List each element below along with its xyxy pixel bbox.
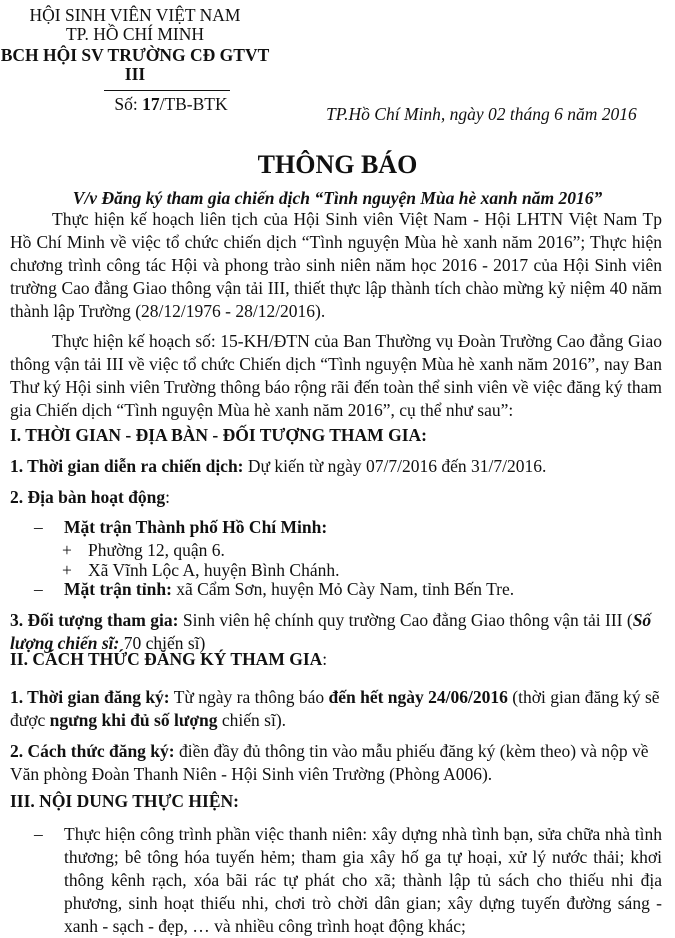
front1-item-2: Xã Vĩnh Lộc A, huyện Bình Chánh. [88, 560, 340, 580]
registration-time-line [10, 686, 662, 732]
section3-heading: III. NỘI DUNG THỰC HIỆN: [10, 791, 239, 811]
registration-deadline: đến hết ngày 24/06/2016 [328, 687, 508, 707]
registration-time-text-c: (thời gian đăng ký sẽ được [10, 687, 660, 730]
document-number [96, 94, 246, 114]
campaign-time-line [10, 455, 662, 478]
document-subject: V/v Đăng ký tham gia chiến dịch “Tình nguyện Mùa hè xanh năm 2016” [72, 188, 603, 208]
document-title: THÔNG BÁO [257, 150, 418, 179]
target-quantity-value: 70 chiến sĩ) [119, 633, 206, 653]
section2-heading-colon: : [322, 649, 328, 669]
target-value: Sinh viên hệ chính quy trường Cao đẳng Giao thông vận tải III ( [178, 610, 633, 630]
registration-method-line [10, 740, 662, 786]
org-name-line2: TP. HỒ CHÍ MINH [65, 24, 205, 44]
front2-label: Mặt trận tỉnh: [64, 579, 172, 599]
org-name-line3: BCH HỘI SV TRƯỜNG CĐ GTVT III [0, 45, 270, 84]
section2-heading [10, 648, 327, 670]
front1-label: Mặt trận Thành phố Hồ Chí Minh: [64, 517, 328, 537]
registration-time-text-a: Từ ngày ra thông báo [169, 687, 329, 707]
target-quantity-label: Số lượng chiến sĩ: [10, 610, 652, 653]
area-line [10, 486, 662, 509]
registration-time-text-e: chiến sĩ). [217, 710, 287, 730]
intro-paragraph-2: Thực hiện kế hoạch số: 15-KH/ĐTN của Ban Thường vụ Đoàn Trường Cao đẳng Giao thông vận tải III về việc tổ chức Chiến dịch “Tình nguyện Mùa hè xanh năm 2016”, nay Ban Thư ký Hội sinh viên Trường thông báo rộng rãi đến toàn thể sinh viên về việc đăng ký tham gia Chiến dịch “Tình nguyện Mùa hè xanh năm 2016”, cụ thể như sau”: [10, 331, 662, 420]
document-number-suffix: /TB-BTK [159, 94, 228, 114]
area-colon: : [165, 487, 170, 507]
target-label: 3. Đối tượng tham gia: [10, 610, 179, 630]
plus-bullet: + [62, 540, 72, 560]
dash-bullet: – [34, 579, 43, 599]
front2-value: xã Cẩm Sơn, huyện Mỏ Cày Nam, tỉnh Bến Tre. [171, 579, 515, 599]
dash-bullet: – [34, 824, 43, 844]
registration-time-label: 1. Thời gian đăng ký: [10, 687, 170, 707]
section2-heading-text: II. CÁCH THỨC ĐĂNG KÝ THAM GIA [10, 649, 323, 669]
campaign-time-value: Dự kiến từ ngày 07/7/2016 đến 31/7/2016. [243, 456, 547, 476]
intro-paragraph-1: Thực hiện kế hoạch liên tịch của Hội Sinh viên Việt Nam - Hội LHTN Việt Nam Tp Hồ Chí Minh về việc tổ chức chiến dịch “Tình nguyện Mùa hè xanh năm 2016”; Thực hiện chương trình công tác Hội và phong trào sinh niên năm học 2016 - 2017 của Hội Sinh viên trường Cao đẳng Giao thông vận tải III, thiết thực lập thành tích chào mừng kỷ niệm 40 năm thành lập Trường (28/12/1976 - 28/12/2016). [10, 209, 662, 321]
document-number-prefix: Số: [114, 94, 143, 114]
section3-item-1: Thực hiện công trình phần việc thanh niên: xây dựng nhà tình bạn, sửa chữa nhà tình thương; bê tông hóa tuyến hẻm; tham gia xây hố ga tự hoại, xử lý nước thải; khơi thông kênh rạch, xóa bãi rác tự phát cho xã; thành lập tủ sách cho thiếu nhi địa phương, sinh hoạt thiếu nhi, chơi trò chời dân gian; xây dựng tuyến đường sáng - xanh - sạch - đẹp, … và nhiều công trình hoạt động khác; [64, 824, 662, 936]
area-label: 2. Địa bàn hoạt động [10, 487, 166, 507]
org-name-line1: HỘI SINH VIÊN VIỆT NAM [29, 5, 241, 25]
document-date: TP.Hồ Chí Minh, ngày 02 tháng 6 năm 2016 [326, 104, 637, 124]
registration-method-label: 2. Cách thức đăng ký: [10, 741, 175, 761]
front2-line [64, 578, 514, 601]
front1-item-1: Phường 12, quận 6. [88, 540, 225, 560]
dash-bullet: – [34, 517, 43, 537]
plus-bullet: + [62, 560, 72, 580]
campaign-time-label: 1. Thời gian diễn ra chiến dịch: [10, 456, 244, 476]
section1-heading: I. THỜI GIAN - ĐỊA BÀN - ĐỐI TƯỢNG THAM GIA: [10, 425, 427, 445]
header-divider [104, 90, 230, 91]
registration-stop-note: ngưng khi đủ số lượng [49, 710, 218, 730]
document-number-value: 17 [142, 94, 160, 114]
registration-method-value: điền đầy đủ thông tin vào mẫu phiếu đăng ký (kèm theo) và nộp về Văn phòng Đoàn Thanh Niên - Hội Sinh viên Trường (Phòng A006). [10, 741, 649, 784]
